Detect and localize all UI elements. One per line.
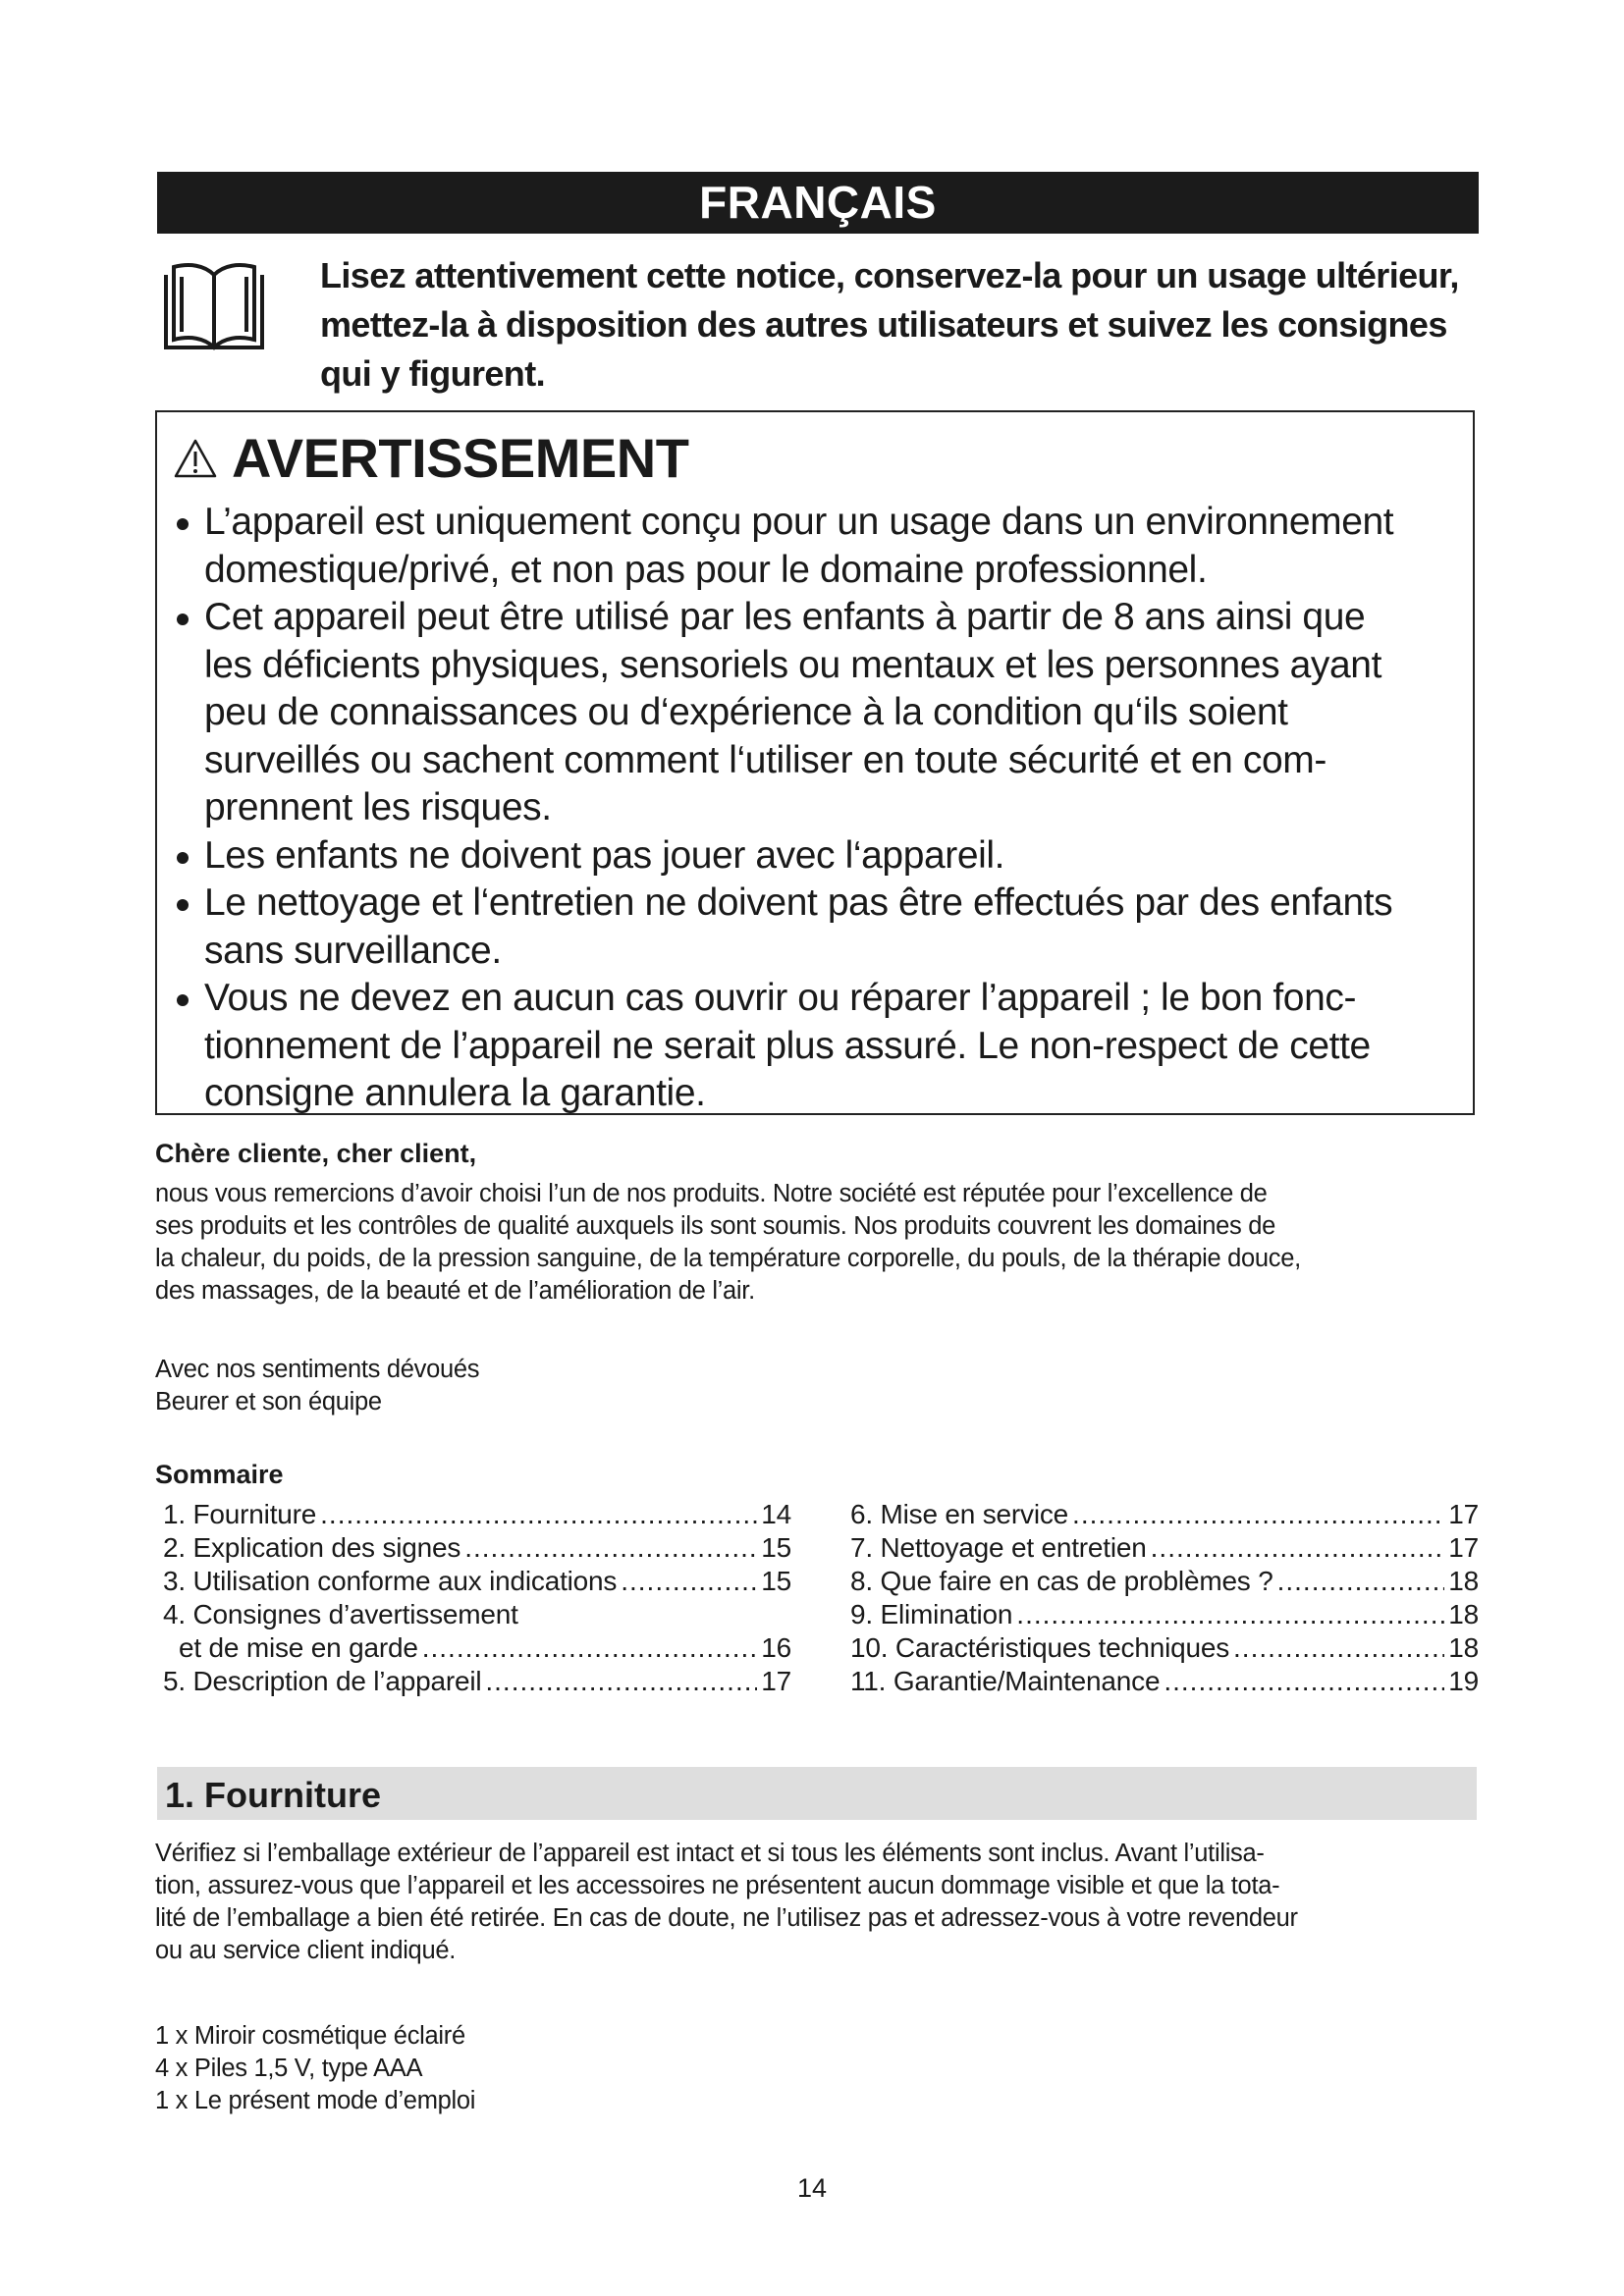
paragraph-line: des massages, de la beauté et de l’amélioration de l’air. [155, 1277, 755, 1305]
section-paragraph [155, 1838, 1481, 1967]
warning-line: Les enfants ne doivent pas jouer avec l‘appareil. [204, 833, 1005, 877]
toc-entry[interactable] [850, 1665, 1479, 1698]
toc-entry-page: 17 [1448, 1532, 1479, 1563]
toc-leader [422, 1631, 758, 1665]
toc-entry-page: 18 [1448, 1632, 1479, 1663]
warning-line: Vous ne devez en aucun cas ouvrir ou réparer l’appareil ; le bon fonc- [204, 977, 1357, 1019]
warning-item [173, 975, 1469, 1118]
warning-triangle-icon [173, 438, 218, 479]
intro-paragraph [155, 1178, 1481, 1308]
delivery-item: 1 x Le présent mode d’emploi [155, 2087, 476, 2114]
warning-line: tionnement de l’appareil ne serait plus assuré. Le non-respect de cette [204, 1024, 1371, 1067]
toc-entry[interactable] [850, 1498, 1479, 1531]
toc-entry[interactable] [163, 1631, 791, 1665]
warning-item [173, 832, 1469, 881]
toc-leader [485, 1665, 757, 1698]
warning-line: Cet appareil peut être utilisé par les enfants à partir de 8 ans ainsi que [204, 596, 1366, 638]
closing-line: Beurer et son équipe [155, 1388, 382, 1415]
toc-entry[interactable] [163, 1565, 791, 1598]
warning-line: consigne annulera la garantie. [204, 1072, 706, 1114]
toc-entry-page: 17 [1448, 1499, 1479, 1529]
toc-entry-page: 15 [761, 1532, 791, 1563]
paragraph-line: ou au service client indiqué. [155, 1937, 456, 1964]
toc-entry-page: 18 [1448, 1599, 1479, 1629]
toc-entry[interactable] [850, 1531, 1479, 1565]
warning-title: AVERTISSEMENT [232, 427, 689, 489]
warning-line: Le nettoyage et l‘entretien ne doivent pas être effectués par des enfants [204, 881, 1393, 924]
paragraph-line: lité de l’emballage a bien été retirée. En cas de doute, ne l’utilisez pas et adressez-vous à votre revendeur [155, 1904, 1298, 1932]
toc-left-column [163, 1498, 791, 1698]
toc-entry-page: 17 [761, 1666, 791, 1696]
section-heading-fourniture: 1. Fourniture [157, 1767, 1477, 1820]
intro-line: Lisez attentivement cette notice, conservez-la pour un usage ultérieur, [320, 255, 1459, 295]
toc-entry-label: 6. Mise en service [850, 1499, 1069, 1529]
toc-entry-label: 9. Elimination [850, 1599, 1013, 1629]
intro-line: mettez-la à disposition des autres utilisateurs et suivez les consignes [320, 304, 1447, 345]
toc-leader [1164, 1665, 1444, 1698]
closing [155, 1354, 1481, 1418]
warning-line: les déficients physiques, sensoriels ou mentaux et les personnes ayant [204, 643, 1382, 686]
toc-entry-label: 10. Caractéristiques techniques [850, 1632, 1230, 1663]
intro-line: qui y figurent. [320, 353, 545, 394]
paragraph-line: Vérifiez si l’emballage extérieur de l’appareil est intact et si tous les éléments sont inclus. Avant l’utilisa- [155, 1840, 1265, 1867]
toc-entry-page: 19 [1448, 1666, 1479, 1696]
toc-entry-label: 3. Utilisation conforme aux indications [163, 1566, 618, 1596]
delivery-item: 4 x Piles 1,5 V, type AAA [155, 2055, 423, 2082]
toc-entry[interactable] [163, 1531, 791, 1565]
toc-leader [464, 1531, 757, 1565]
warning-line: sans surveillance. [204, 929, 502, 972]
toc-entry-label: 1. Fourniture [163, 1499, 317, 1529]
toc-entry-label: 5. Description de l’appareil [163, 1666, 482, 1696]
language-header: FRANÇAIS [157, 172, 1479, 234]
toc-leader [1233, 1631, 1444, 1665]
toc-leader [1151, 1531, 1445, 1565]
delivery-item: 1 x Miroir cosmétique éclairé [155, 2022, 465, 2050]
toc-entry-label: 4. Consignes d’avertissement [163, 1599, 518, 1629]
warning-heading [173, 424, 688, 493]
warning-line: domestique/privé, et non pas pour le domaine professionnel. [204, 548, 1208, 591]
paragraph-line: la chaleur, du poids, de la pression sanguine, de la température corporelle, du pouls, de la thérapie douce, [155, 1245, 1301, 1272]
page-number: 14 [796, 2173, 828, 2203]
toc-title: Sommaire [155, 1460, 284, 1489]
toc-entry-label: 8. Que faire en cas de problèmes ? [850, 1566, 1273, 1596]
toc-entry-label: 2. Explication des signes [163, 1532, 461, 1563]
warning-item [173, 594, 1469, 832]
toc-entry-label: 7. Nettoyage et entretien [850, 1532, 1147, 1563]
toc-entry-page: 16 [761, 1632, 791, 1663]
warning-item [173, 880, 1469, 975]
toc-entry[interactable] [163, 1665, 791, 1698]
toc-right-column [850, 1498, 1479, 1698]
warning-box [155, 410, 1475, 1115]
warning-item [173, 499, 1469, 594]
toc-entry-page: 15 [761, 1566, 791, 1596]
toc-leader [1277, 1565, 1445, 1598]
warning-line: surveillés ou sachent comment l‘utiliser en toute sécurité et en com- [204, 738, 1326, 781]
toc-leader [621, 1565, 757, 1598]
toc-entry[interactable] [163, 1598, 791, 1631]
toc-entry-page: 18 [1448, 1566, 1479, 1596]
greeting: Chère cliente, cher client, [155, 1139, 477, 1168]
paragraph-line: tion, assurez-vous que l’appareil et les accessoires ne présentent aucun dommage visible et que la tota- [155, 1872, 1280, 1899]
toc-leader [1016, 1598, 1444, 1631]
toc-leader [1072, 1498, 1444, 1531]
paragraph-line: nous vous remercions d’avoir choisi l’un de nos produits. Notre société est réputée pour l’excellence de [155, 1180, 1268, 1207]
toc-entry-label: et de mise en garde [179, 1632, 418, 1663]
paragraph-line: ses produits et les contrôles de qualité auxquels ils sont soumis. Nos produits couvrent les domaines de [155, 1212, 1276, 1240]
toc-entry-page: 14 [761, 1499, 791, 1529]
delivery-items-list [155, 2020, 1481, 2117]
warning-list [173, 499, 1469, 1118]
toc-entry[interactable] [163, 1498, 791, 1531]
toc-entry[interactable] [850, 1598, 1479, 1631]
warning-line: prennent les risques. [204, 786, 552, 828]
closing-line: Avec nos sentiments dévoués [155, 1356, 480, 1383]
open-book-icon [160, 257, 268, 365]
toc-leader [320, 1498, 757, 1531]
toc-entry-label: 11. Garantie/Maintenance [850, 1666, 1161, 1696]
toc-entry[interactable] [850, 1565, 1479, 1598]
warning-line: L’appareil est uniquement conçu pour un usage dans un environnement [204, 501, 1394, 543]
toc-entry[interactable] [850, 1631, 1479, 1665]
warning-line: peu de connaissances ou d‘expérience à la condition qu‘ils soient [204, 691, 1288, 733]
intro-notice [320, 251, 1489, 399]
